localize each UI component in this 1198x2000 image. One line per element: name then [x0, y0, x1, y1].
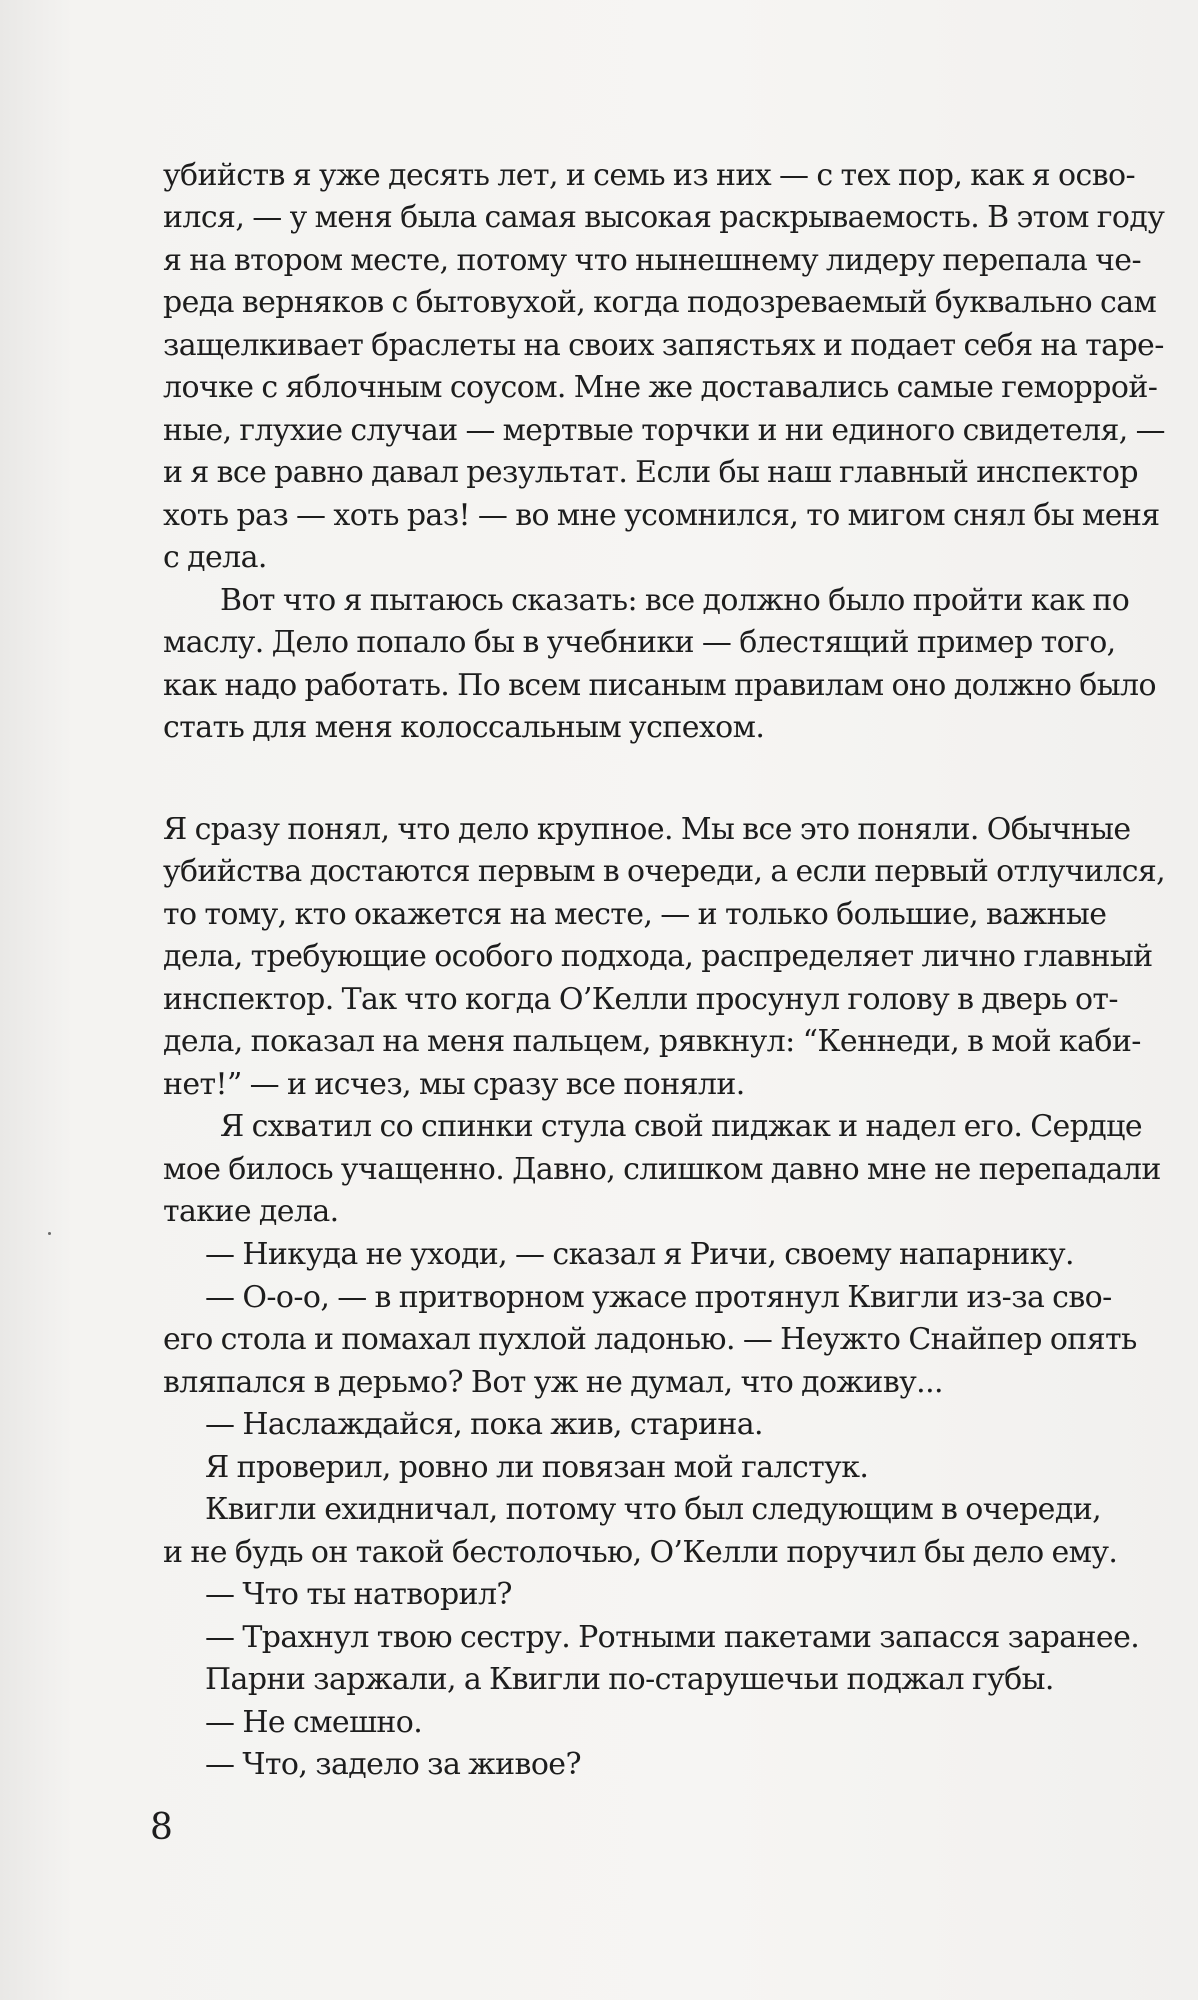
- text-line-20: дела, показал на меня пальцем, рявкнул: “Кеннеди, в мой каби-: [163, 1024, 1141, 1059]
- text-line-28: вляпался в дерьмо? Вот уж не думал, что доживу...: [163, 1365, 943, 1400]
- text-line-25: — Никуда не уходи, — сказал я Ричи, своему напарнику.: [205, 1237, 1074, 1272]
- text-line-9: хоть раз — хоть раз! — во мне усомнился, то мигом снял бы меня: [163, 498, 1160, 533]
- text-line-31: Квигли ехидничал, потому что был следующим в очереди,: [205, 1492, 1102, 1527]
- text-line-36: — Не смешно.: [205, 1705, 423, 1740]
- text-line-1: убийств я уже десять лет, и семь из них — с тех пор, как я осво-: [163, 158, 1136, 193]
- text-line-13: как надо работать. По всем писаным правилам оно должно было: [163, 668, 1156, 703]
- text-line-30: Я проверил, ровно ли повязан мой галстук.: [205, 1450, 869, 1485]
- text-line-27: его стола и помахал пухлой ладонью. — Неужто Снайпер опять: [163, 1322, 1137, 1357]
- text-line-34: — Трахнул твою сестру. Ротными пакетами запасся заранее.: [205, 1620, 1140, 1655]
- text-line-11: Вот что я пытаюсь сказать: все должно было пройти как по: [220, 583, 1130, 618]
- text-line-24: такие дела.: [163, 1194, 339, 1229]
- text-line-18: дела, требующие особого подхода, распределяет лично главный: [163, 939, 1153, 974]
- paper-speck: [48, 1232, 51, 1235]
- text-line-10: с дела.: [163, 540, 267, 575]
- text-line-17: то тому, кто окажется на месте, — и только большие, важные: [163, 897, 1107, 932]
- text-line-29: — Наслаждайся, пока жив, старина.: [205, 1407, 763, 1442]
- text-line-16: убийства достаются первым в очереди, а если первый отлучился,: [163, 854, 1166, 889]
- text-line-7: ные, глухие случаи — мертвые торчки и ни единого свидетеля, —: [163, 413, 1165, 448]
- text-line-22: Я схватил со спинки стула свой пиджак и надел его. Сердце: [220, 1109, 1143, 1144]
- text-line-14: стать для меня колоссальным успехом.: [163, 710, 765, 745]
- text-line-12: маслу. Дело попало бы в учебники — блестящий пример того,: [163, 625, 1116, 660]
- text-line-26: — О-о-о, — в притворном ужасе протянул Квигли из-за сво-: [205, 1280, 1112, 1315]
- text-line-21: нет!” — и исчез, мы сразу все поняли.: [163, 1067, 745, 1102]
- text-line-15: Я сразу понял, что дело крупное. Мы все это поняли. Обычные: [163, 812, 1131, 847]
- text-line-3: я на втором месте, потому что нынешнему лидеру перепала че-: [163, 243, 1141, 278]
- text-line-35: Парни заржали, а Квигли по-старушечьи поджал губы.: [205, 1662, 1054, 1697]
- text-line-37: — Что, задело за живое?: [205, 1747, 581, 1782]
- text-line-5: защелкивает браслеты на своих запястьях и подает себя на таре-: [163, 328, 1164, 363]
- text-line-23: мое билось учащенно. Давно, слишком давно мне не перепадали: [163, 1152, 1161, 1187]
- text-line-2: ился, — у меня была самая высокая раскрываемость. В этом году: [163, 200, 1165, 235]
- text-line-4: реда верняков с бытовухой, когда подозреваемый буквально сам: [163, 285, 1157, 320]
- text-line-8: и я все равно давал результат. Если бы наш главный инспектор: [163, 455, 1138, 490]
- text-line-19: инспектор. Так что когда О’Келли просунул голову в дверь от-: [163, 982, 1118, 1017]
- page-number: 8: [150, 1807, 173, 1848]
- text-line-32: и не будь он такой бестолочью, О’Келли поручил бы дело ему.: [163, 1535, 1118, 1570]
- text-line-6: лочке с яблочным соусом. Мне же доставались самые геморрой-: [163, 370, 1158, 405]
- text-line-33: — Что ты натворил?: [205, 1577, 512, 1612]
